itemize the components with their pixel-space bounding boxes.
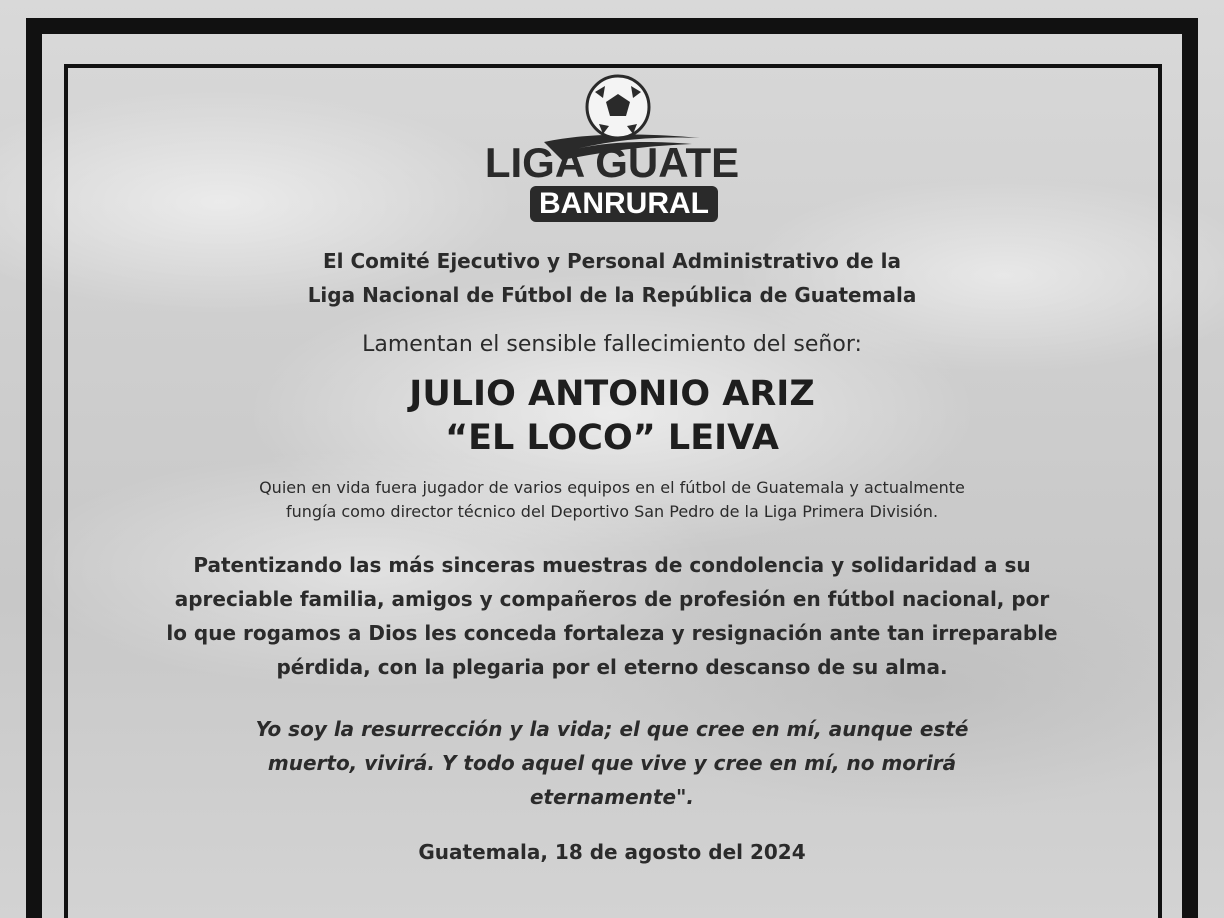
verse-line-1: Yo soy la resurrección y la vida; el que cree en mí, aunque esté — [255, 717, 969, 741]
biography-text — [0, 476, 1224, 524]
condolences-text — [0, 548, 1224, 684]
logo-subtitle-badge: BANRURAL — [530, 186, 718, 222]
date-text: Guatemala, 18 de agosto del 2024 — [418, 840, 806, 864]
committee-line-1: El Comité Ejecutivo y Personal Administrativo de la — [322, 249, 902, 273]
condolences-line-2: apreciable familia, amigos y compañeros de profesión en fútbol nacional, por — [174, 587, 1050, 611]
condolences-line-4: pérdida, con la plegaria por el eterno descanso de su alma. — [276, 655, 948, 679]
deceased-name-line-1: JULIO ANTONIO ARIZ — [409, 374, 815, 414]
committee-text — [0, 244, 1224, 312]
bible-verse — [0, 712, 1224, 814]
verse-line-2: muerto, vivirá. Y todo aquel que vive y cree en mí, no morirá — [267, 751, 957, 775]
logo-title: LIGA GUATE — [484, 139, 740, 186]
condolences-line-1: Patentizando las más sinceras muestras de condolencia y solidaridad a su — [193, 553, 1031, 577]
condolences-line-3: lo que rogamos a Dios les conceda fortaleza y resignación ante tan irreparable — [166, 621, 1058, 645]
lament-text: Lamentan el sensible fallecimiento del señor: — [362, 332, 862, 357]
deceased-name-line-2: “EL LOCO” LEIVA — [445, 418, 779, 458]
bio-line-1: Quien en vida fuera jugador de varios equipos en el fútbol de Guatemala y actualmente — [259, 478, 965, 497]
deceased-name — [0, 372, 1224, 460]
soccer-ball-icon — [585, 74, 651, 140]
bio-line-2: fungía como director técnico del Deportivo San Pedro de la Liga Primera División. — [285, 502, 939, 521]
verse-line-3: eternamente". — [529, 785, 695, 809]
committee-line-2: Liga Nacional de Fútbol de la República de Guatemala — [307, 283, 917, 307]
